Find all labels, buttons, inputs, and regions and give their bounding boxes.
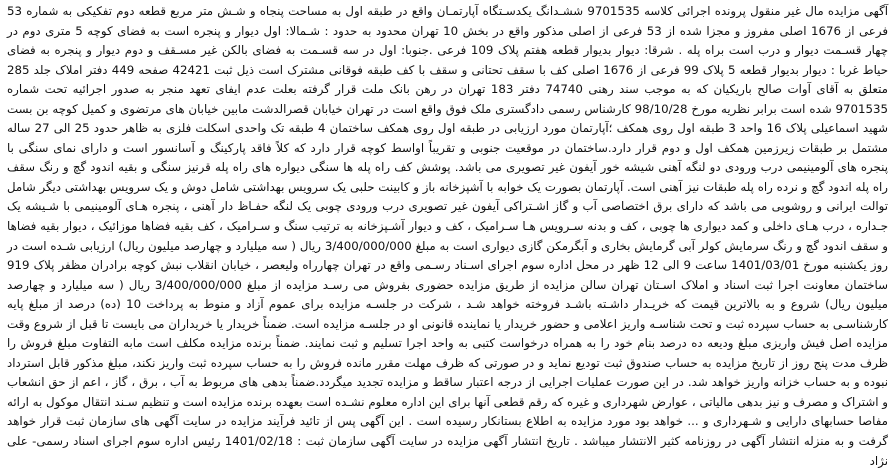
- notice-body-text: آگهی مزایده مال غیر منقول پرونده اجرائی کلاسه 9701535 ششـدانگ یکدسـتگاه آپارتمـان واقع در طبقه اول به مساحت پنجاه و شـش متر مربع قطعه دوم تفکیکی به شماره 53 فرعی از 1676 اصلی مفروز و مجزا شده از 53 فرعی از اصلی مذکور واقع در بخش 10 تهران محدود به حدود : شـمالا: اول دیوار و پنجره است به فضای کوچه 5 متری دوم در چهار قسـمت دیوار و درب است براه پله . شرقا: دیوار بدیوار قطعه هفتم پلاک 109 فرعی .جنوبا: اول در سه قسـمت به فضای بالکن غیر مسـقف و دوم دیوار و پنجره به فضای حیاط غربا : دیوار بدیوار قطعه 5 پلاک 99 فرعی از 1676 اصلی کف با سقف تحتانی و سقف با کف طبقه فوقانی مشترک است ذیل ثبت 42421 صفحه 449 دفتر املاک جلد 285 متعلق به آقای آوات صالح باریکیان که به موجب سند رهنی 74740 دفتر 183 تهران در رهن بانک ملت قرار گرفته بعلت عدم ایفای تعهد منجر به صدور اجرائیه تحت شماره 9701535 شده است برابر نظریه مورخ 98/10/28 کارشناس رسمی دادگستری ملک فوق واقع است در تهران خیابان قصرالدشت مابین خیابان های مرتضوی و کمیل کوچه بن بست شهید اسماعیلی پلاک 16 واحد 3 طبقه اول روی همکف ؛آپارتمان مورد ارزیابی در طبقه اول روی همکف ساختمان 4 طبقه تک واحدی اسکلت فلزی به ظاهر حدود 25 الی 27 ساله مشتمل بر طبقات زیرزمین همکف اول و دوم قرار دارد.ساختمان در موقعیت جنوبی و تقریباً اواسط کوچه قرار دارد که کلاً فاقد پارکینگ و آسانسور است و دارای نمای سنگی با پنجره های آلومینیمی درب ورودی دو لنگه آهنی شیشه خور آیفون غیر تصویری می باشد. پوشش کف راه پله ها سنگی دیواره های راه پله قرنیز سنگی و بقیه اندود گچ و رنگ سقف راه پله اندود گچ و نرده راه پله طبقات نیز آهنی است. آپارتمان بصورت یک خوابه با آشپزخانه باز و کابینت حلبی یک سرویس بهداشتی شامل دوش و یک سرویس بهداشتی دیگر شامل توالت ایرانی و روشویی می باشد که دارای برق اختصاصی آب و گاز اشـتراکی آیفون غیر تصویری درب ورودی چوبی یک لنگه حفـاظ دار آهنی ، پنجره هـای آلومینیمی با شـیشه یک جـداره ، درب هـای داخلی و کمد دیواری ها چوبی ، کف و بدنه سـرویس هـا سـرامیک ، کف و دیوار آشـپزخانه به ترتیب سنگ و سـرامیک ، کف بقیه فضاها موزائیک ، دیوار بقیه فضاها و سقف اندود گچ و رنگ سرمایش کولر آبی گرمایش بخاری و آبگرمکن گازی دیواری است به مبلغ 3/400/000/000 ریال ( سه میلیارد و چهارصد میلیون ریال) ارزیابی شـده است در روز یکشنبه مورخ 1401/03/01 ساعت 9 الی 12 ظهر در محل اداره سوم اجرای اسـناد رسـمی واقع در تهران چهارراه ولیعصر ، خیابان انقلاب نبش کوچه برادران مظفر پلاک 919 ساختمان معاونت اجرا ثبت اسناد و املاک اسـتان تهران سالن مزایده از طریق مزایده حضوری بفروش می رسـد مزایده از مبلغ 3/400/000/000 ریال ( سه میلیارد و چهارصد میلیون ریال) شروع و به بالاترین قیمت که خریـدار داشـته باشـد فروخته خواهد شـد ، شرکت در جلسـه مزایده برای عموم آزاد و منوط به پرداخت 10 (ده) درصد از مبلغ پایه کارشناسـی به حساب سپرده ثبت و تحت شناسـه واریز اعلامی و حضور خریدار یا نماینده قانونی او در جلسـه مزایده است. ضمناً خریدار یا خریداران می بایست تا قبل از شروع وقت مزایده اصل فیش واریزی مبلغ ودیعه ده درصد بنام خود را به همراه درخواست کتبی به واحد اجرا تسلیم و ثبت نمایند. ضمناً برنده مزایده مکلف است مابه التفاوت مبلغ فروش را ظرف مدت پنج روز از تاریخ مزایده به حساب صندوق ثبت توديع نمايد و در صورتی که ظرف مهلت مقرر مانده فروش را به حساب سپرده ثبت واریز نکند، مبلغ مذکور قابل استرداد نبوده و به حساب خزانه واریز خواهد شد. در این صورت عملیات اجرایی از درجه اعتبار ساقط و مزایده تجدید میگردد.ضمناً بدهی های مربوط به آب ، برق ، گاز ، اعم از حق انشعاب و اشتراک و مصرف و نیز بدهی مالیاتی ، عوارض شهرداری و غیره که رقم قطعی آنها برای این اداره معلوم نشـده است بعهده برنده مزایده است و تنظیم سـند انتقال موکول به ارائه مفاصا حسابهای دارایی و شـهرداری و ... خواهد بود مورد مزایده به اطلاع بستانکار رسیده است . این آگهی پس از تائید فرآیند مزایده در سایت آگهی های سازمان ثبت قرار خواهد گرفت و به منزله انتشار آگهی در روزنامه کثیر الانتشار میباشد . تاریخ انتشار آگهی مزایده در سایت آگهی سازمان ثبت : 1401/02/18 رئیس اداره سوم اجرای اسناد رسمی- علی نژاد: [7, 4, 889, 468]
